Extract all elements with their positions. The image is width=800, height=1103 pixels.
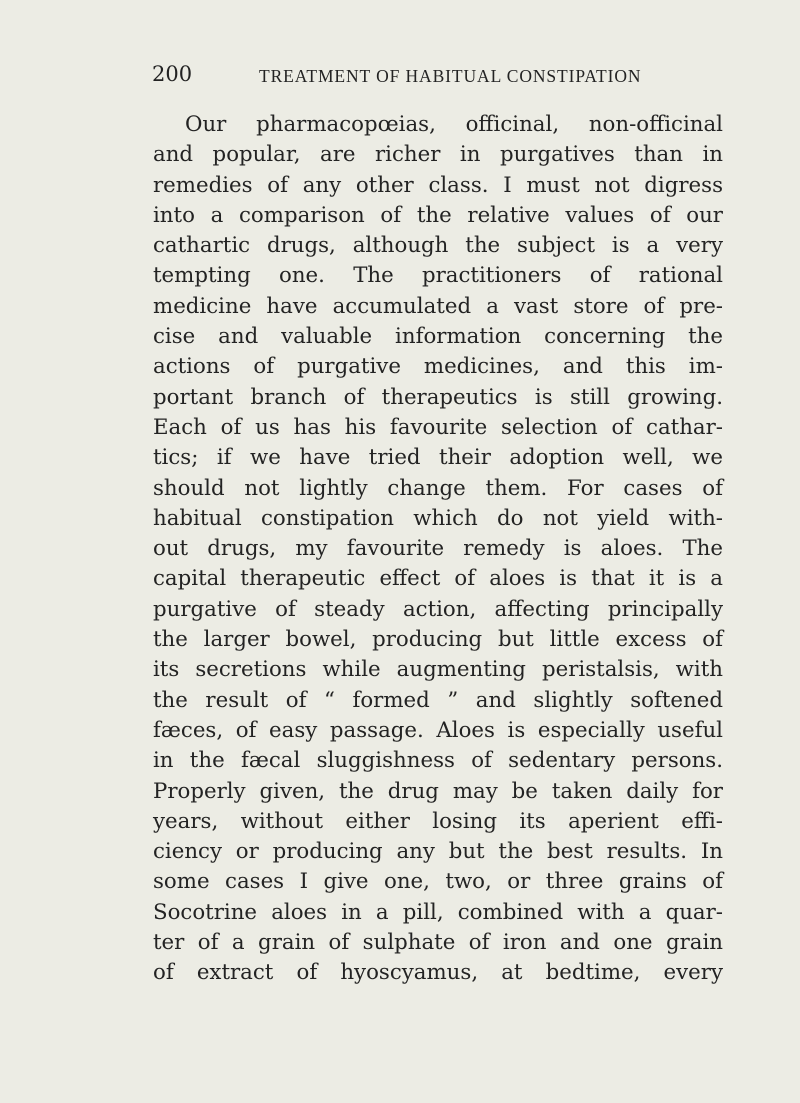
- text-line: the larger bowel, producing but little excess of: [153, 627, 723, 653]
- text-line: into a comparison of the relative values of our: [153, 202, 723, 228]
- text-line: portant branch of therapeutics is still growing.: [153, 384, 723, 410]
- text-line: and popular, are richer in purgatives than in: [153, 142, 723, 168]
- text-line: cise and valuable information concerning the: [153, 324, 723, 350]
- text-line: tics; if we have tried their adoption well, we: [153, 445, 723, 471]
- running-head: [152, 62, 732, 90]
- text-line: Socotrine aloes in a pill, combined with a quar-: [153, 899, 723, 925]
- text-line: of extract of hyoscyamus, at bedtime, every: [153, 960, 723, 986]
- text-line: should not lightly change them. For cases of: [153, 475, 723, 501]
- text-line: ter of a grain of sulphate of iron and one grain: [153, 930, 723, 956]
- text-line: Our pharmacopœias, officinal, non-officinal: [185, 112, 723, 137]
- text-line: ciency or producing any but the best results. In: [153, 839, 723, 865]
- text-line: in the fæcal sluggishness of sedentary persons.: [153, 748, 723, 774]
- text-line: tempting one. The practitioners of rational: [153, 263, 723, 289]
- text-line: capital therapeutic effect of aloes is that it is a: [153, 566, 723, 592]
- text-line: actions of purgative medicines, and this im-: [153, 354, 723, 380]
- text-line: Properly given, the drug may be taken daily for: [153, 778, 723, 804]
- text-line: Each of us has his favourite selection of cathar-: [153, 414, 723, 440]
- text-line: fæces, of easy passage. Aloes is especially useful: [153, 717, 723, 743]
- body-paragraph: [153, 110, 723, 989]
- text-line: out drugs, my favourite remedy is aloes. The: [153, 536, 723, 562]
- text-line: the result of “ formed ” and slightly softened: [153, 687, 723, 713]
- text-line: habitual constipation which do not yield with-: [153, 505, 723, 531]
- text-line: its secretions while augmenting peristalsis, with: [153, 657, 723, 683]
- text-line: years, without either losing its aperient effi-: [153, 808, 723, 834]
- running-title: TREATMENT OF HABITUAL CONSTIPATION: [259, 66, 642, 86]
- text-line: remedies of any other class. I must not digress: [153, 172, 723, 198]
- text-line: cathartic drugs, although the subject is a very: [153, 233, 723, 259]
- text-line: purgative of steady action, affecting principally: [153, 596, 723, 622]
- page-number: 200: [152, 62, 193, 86]
- text-line: some cases I give one, two, or three grains of: [153, 869, 723, 895]
- text-line: medicine have accumulated a vast store of pre-: [153, 293, 723, 319]
